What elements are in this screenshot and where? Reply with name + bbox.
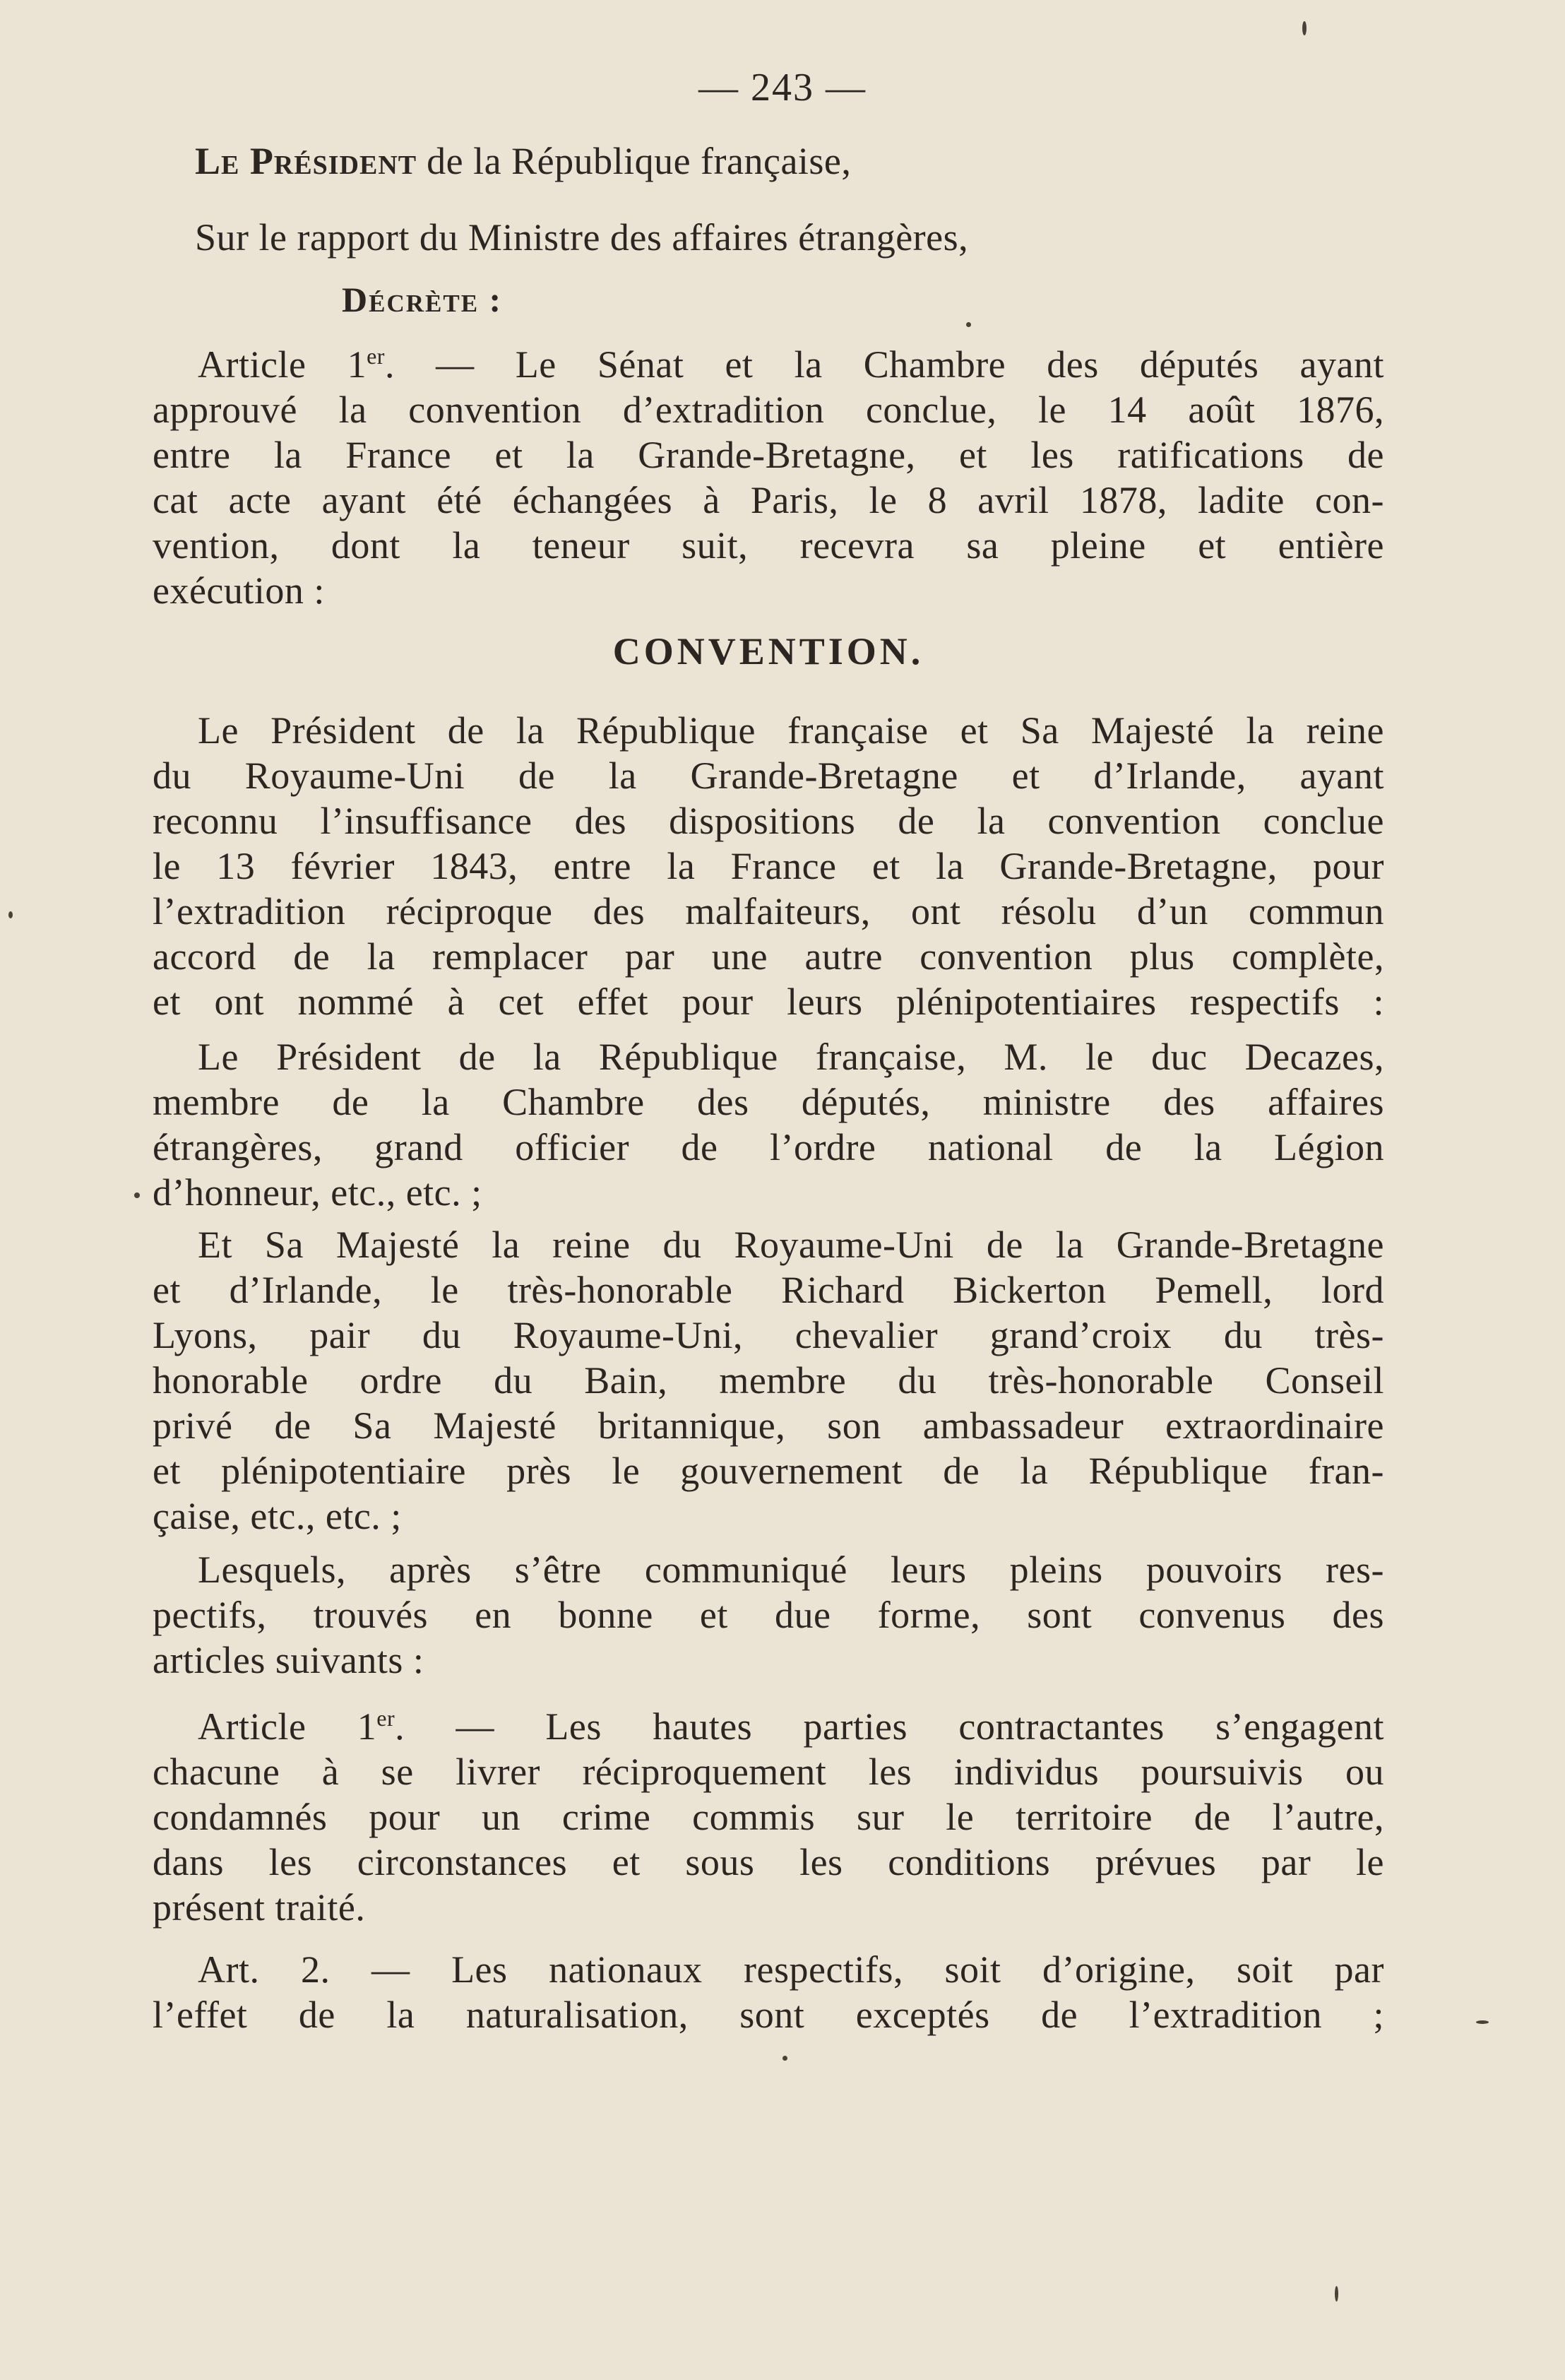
- line-text: . — Le Sénat et la Chambre des députés ayant: [384, 343, 1384, 386]
- decree-article-1: [153, 342, 1384, 613]
- text-line: condamnés pour un crime commis sur le territoire de l’autre,: [153, 1796, 1384, 1838]
- text-line: membre de la Chambre des députés, ministre des affaires: [153, 1081, 1384, 1123]
- ink-speck: [8, 911, 13, 918]
- president-rest: de la République française,: [417, 140, 852, 182]
- article-label: Article 1: [198, 343, 367, 386]
- text-line: dans les circonstances et sous les conditions prévues par le: [153, 1841, 1384, 1883]
- ink-speck: [966, 322, 971, 327]
- text-line: [153, 1704, 1384, 1749]
- convention-article-1: [153, 1704, 1384, 1930]
- paragraph-lesquels: [153, 1547, 1384, 1683]
- ink-speck: [1302, 21, 1307, 35]
- decrete-heading: Décrète :: [342, 280, 503, 319]
- text-line: Lyons, pair du Royaume-Uni, chevalier grand’croix du très-: [153, 1314, 1384, 1356]
- ink-speck: [1476, 2020, 1489, 2024]
- convention-article-2: [153, 1947, 1384, 2037]
- paragraph-preamble: [153, 708, 1384, 1024]
- preamble-president: [195, 138, 851, 184]
- article-sup: er: [376, 1705, 395, 1731]
- ink-speck: [782, 2056, 787, 2061]
- text-line: chacune à se livrer réciproquement les individus poursuivis ou: [153, 1751, 1384, 1793]
- text-line: le 13 février 1843, entre la France et la Grande-Bretagne, pour: [153, 845, 1384, 887]
- text-line: vention, dont la teneur suit, recevra sa pleine et entière: [153, 524, 1384, 567]
- text-line: cat acte ayant été échangées à Paris, le 8 avril 1878, ladite con-: [153, 479, 1384, 521]
- text-line: accord de la remplacer par une autre convention plus complète,: [153, 935, 1384, 978]
- ink-speck: [134, 1192, 140, 1198]
- text-line: Et Sa Majesté la reine du Royaume-Uni de la Grande-Bretagne: [198, 1224, 1384, 1266]
- text-line: et d’Irlande, le très-honorable Richard Bickerton Pemell, lord: [153, 1269, 1384, 1311]
- convention-title: CONVENTION.: [612, 630, 924, 673]
- text-line: présent traité.: [153, 1886, 366, 1929]
- text-line: Le Président de la République française et Sa Majesté la reine: [198, 709, 1384, 752]
- text-line: Lesquels, après s’être communiqué leurs pleins pouvoirs res-: [198, 1549, 1384, 1591]
- text-line: articles suivants :: [153, 1639, 424, 1681]
- text-line: pectifs, trouvés en bonne et due forme, sont convenus des: [153, 1594, 1384, 1636]
- text-line: exécution :: [153, 569, 325, 612]
- text-line: privé de Sa Majesté britannique, son ambassadeur extraordinaire: [153, 1404, 1384, 1447]
- preamble-rapport: Sur le rapport du Ministre des affaires étrangères,: [195, 216, 969, 259]
- text-line: reconnu l’insuffisance des dispositions de la convention conclue: [153, 800, 1384, 842]
- text-line: Art. 2. — Les nationaux respectifs, soit d’origine, soit par: [198, 1948, 1384, 1991]
- text-line: d’honneur, etc., etc. ;: [153, 1171, 482, 1214]
- text-line: et ont nommé à cet effet pour leurs plénipotentiaires respectifs :: [153, 981, 1384, 1023]
- line-text: . — Les hautes parties contractantes s’engagent: [395, 1705, 1384, 1748]
- paragraph-decazes: [153, 1034, 1384, 1215]
- text-line: du Royaume-Uni de la Grande-Bretagne et d’Irlande, ayant: [153, 754, 1384, 797]
- text-line: çaise, etc., etc. ;: [153, 1495, 402, 1537]
- page-number: — 243 —: [698, 66, 867, 109]
- text-line: Le Président de la République française, M. le duc Decazes,: [198, 1036, 1384, 1078]
- ink-speck: [1335, 2286, 1338, 2302]
- paragraph-lyons: [153, 1222, 1384, 1539]
- text-line: approuvé la convention d’extradition conclue, le 14 août 1876,: [153, 389, 1384, 431]
- text-line: l’extradition réciproque des malfaiteurs, ont résolu d’un commun: [153, 890, 1384, 933]
- article-label: Article 1: [198, 1705, 377, 1748]
- text-line: l’effet de la naturalisation, sont exceptés de l’extradition ;: [153, 1994, 1384, 2036]
- text-line: honorable ordre du Bain, membre du très-honorable Conseil: [153, 1359, 1384, 1402]
- text-line: [153, 342, 1384, 387]
- article-sup: er: [367, 343, 385, 369]
- text-line: étrangères, grand officier de l’ordre national de la Légion: [153, 1126, 1384, 1168]
- text-line: entre la France et la Grande-Bretagne, et les ratifications de: [153, 434, 1384, 476]
- text-line: et plénipotentiaire près le gouvernement de la République fran-: [153, 1450, 1384, 1492]
- president-prefix: Le Président: [195, 140, 417, 182]
